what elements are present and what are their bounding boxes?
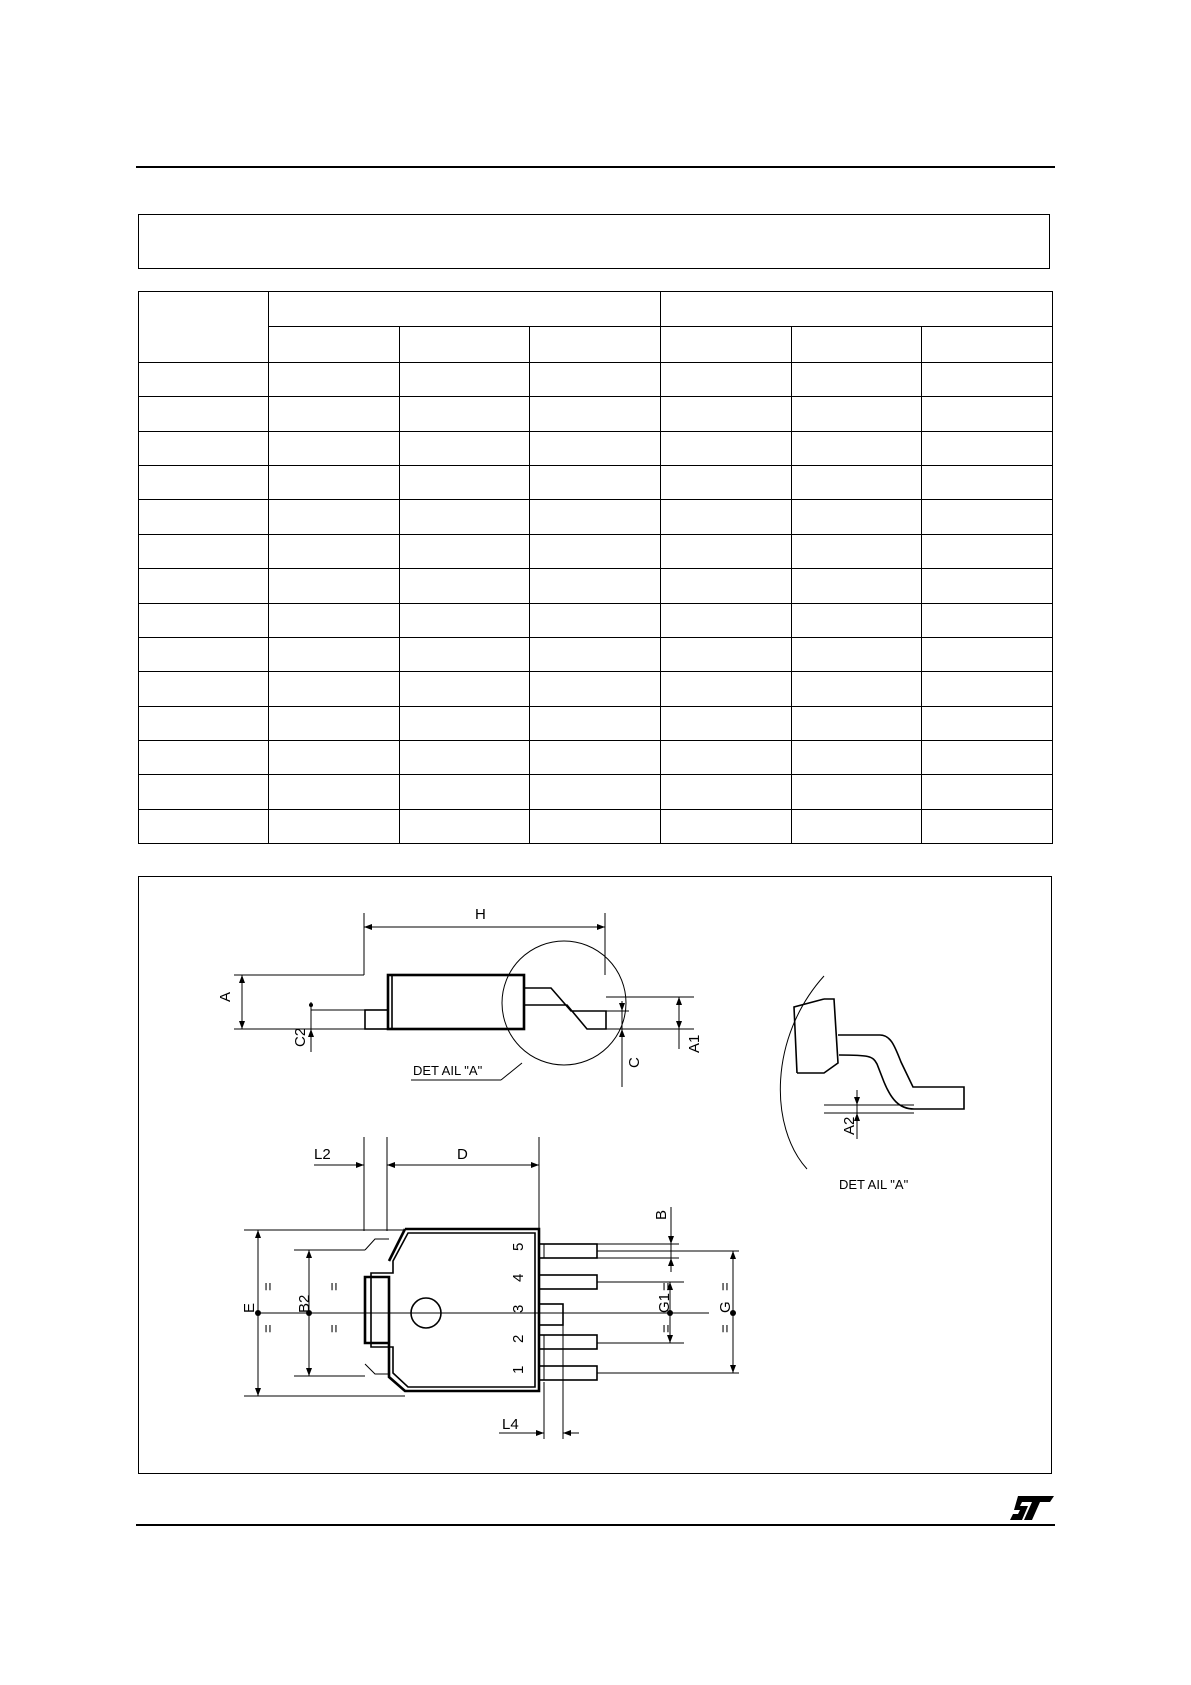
table-row-label-cell [139, 431, 269, 465]
table-value-cell [269, 741, 400, 775]
detail-a-view [780, 976, 964, 1192]
st-logo-icon [1010, 1494, 1054, 1522]
pin-number-3: 3 [510, 1304, 527, 1313]
table-value-cell [530, 809, 661, 843]
header-inch-cell [661, 292, 1053, 327]
dim-label-G1: G1 [656, 1292, 673, 1313]
table-value-cell [400, 809, 530, 843]
table-value-cell [792, 706, 922, 740]
table-value-cell [661, 706, 792, 740]
table-subheader-row [139, 327, 1053, 362]
eq-mark: = [717, 1282, 734, 1291]
eq-mark: = [260, 1324, 277, 1333]
table-value-cell [269, 500, 400, 534]
table-value-cell [530, 741, 661, 775]
dim-label-A1: A1 [686, 1034, 703, 1053]
table-value-cell [792, 637, 922, 671]
table-value-cell [792, 362, 922, 396]
table-value-cell [922, 500, 1053, 534]
package-outline-svg [139, 877, 1053, 1475]
subheader-cell [400, 327, 530, 362]
table-value-cell [922, 362, 1053, 396]
eq-mark: = [658, 1324, 675, 1333]
pin-number-2: 2 [510, 1334, 527, 1343]
table-value-cell [269, 637, 400, 671]
table-value-cell [530, 775, 661, 809]
dim-label-L2: L2 [314, 1146, 331, 1163]
footer-rule [136, 1524, 1055, 1526]
table-value-cell [661, 672, 792, 706]
table-row [139, 465, 1053, 499]
table-value-cell [400, 569, 530, 603]
table-value-cell [269, 809, 400, 843]
table-value-cell [661, 362, 792, 396]
table-value-cell [661, 637, 792, 671]
table-value-cell [792, 534, 922, 568]
eq-mark: = [326, 1324, 343, 1333]
table-value-cell [792, 569, 922, 603]
table-row [139, 534, 1053, 568]
dim-label-A: A [217, 991, 234, 1002]
table-row-label-cell [139, 809, 269, 843]
table-value-cell [269, 775, 400, 809]
dim-label-C2: C2 [292, 1027, 309, 1047]
table-value-cell [661, 741, 792, 775]
table-value-cell [792, 603, 922, 637]
detail-ref-label: DET AIL "A" [413, 1063, 483, 1078]
table-value-cell [400, 397, 530, 431]
pin-number-4: 4 [510, 1273, 527, 1282]
header-rule [136, 166, 1055, 168]
table-value-cell [400, 775, 530, 809]
table-value-cell [661, 465, 792, 499]
top-view [241, 1137, 739, 1439]
table-title-box [138, 214, 1050, 269]
table-value-cell [269, 672, 400, 706]
table-row-label-cell [139, 534, 269, 568]
table-value-cell [269, 569, 400, 603]
table-value-cell [661, 431, 792, 465]
table-value-cell [269, 706, 400, 740]
pin-number-5: 5 [510, 1242, 527, 1251]
table-value-cell [661, 534, 792, 568]
table-value-cell [922, 569, 1053, 603]
table-value-cell [922, 741, 1053, 775]
table-value-cell [792, 397, 922, 431]
table-value-cell [792, 809, 922, 843]
table-value-cell [400, 465, 530, 499]
table-value-cell [661, 500, 792, 534]
table-value-cell [269, 397, 400, 431]
table-row [139, 637, 1053, 671]
table-value-cell [792, 500, 922, 534]
eq-mark: = [658, 1282, 675, 1291]
table-row [139, 809, 1053, 843]
table-row [139, 672, 1053, 706]
table-body [139, 362, 1053, 843]
table-value-cell [400, 500, 530, 534]
table-row-label-cell [139, 397, 269, 431]
table-row-label-cell [139, 637, 269, 671]
table-row-label-cell [139, 500, 269, 534]
table-value-cell [530, 500, 661, 534]
table-value-cell [922, 397, 1053, 431]
table-row-label-cell [139, 603, 269, 637]
table-row [139, 362, 1053, 396]
table-value-cell [269, 534, 400, 568]
table-value-cell [922, 637, 1053, 671]
table-row-label-cell [139, 706, 269, 740]
table-value-cell [530, 465, 661, 499]
eq-mark: = [326, 1282, 343, 1291]
table-value-cell [922, 534, 1053, 568]
table-value-cell [269, 465, 400, 499]
dim-label-C: C [626, 1057, 643, 1068]
subheader-cell [792, 327, 922, 362]
table-value-cell [530, 569, 661, 603]
table-value-cell [530, 706, 661, 740]
table-value-cell [400, 637, 530, 671]
table-value-cell [922, 809, 1053, 843]
table-value-cell [661, 603, 792, 637]
dim-label-E: E [241, 1302, 258, 1313]
table-value-cell [269, 431, 400, 465]
dim-label-L4: L4 [502, 1416, 519, 1433]
table-value-cell [400, 741, 530, 775]
table-row [139, 775, 1053, 809]
table-row [139, 500, 1053, 534]
table-value-cell [400, 672, 530, 706]
table-value-cell [792, 672, 922, 706]
table-value-cell [792, 741, 922, 775]
table-value-cell [530, 397, 661, 431]
eq-mark: = [717, 1324, 734, 1333]
dim-label-B: B [653, 1209, 670, 1220]
table-value-cell [400, 534, 530, 568]
subheader-cell [269, 327, 400, 362]
table-row-label-cell [139, 569, 269, 603]
subheader-cell [922, 327, 1053, 362]
table-value-cell [530, 672, 661, 706]
dim-label-G: G [717, 1301, 734, 1313]
table-value-cell [922, 465, 1053, 499]
table-value-cell [269, 362, 400, 396]
table-value-cell [922, 775, 1053, 809]
table-row [139, 706, 1053, 740]
dim-label-A2: A2 [841, 1116, 858, 1135]
table-row [139, 397, 1053, 431]
table-value-cell [530, 362, 661, 396]
table-row [139, 431, 1053, 465]
table-row [139, 569, 1053, 603]
table-value-cell [661, 775, 792, 809]
table-row-label-cell [139, 775, 269, 809]
pin-number-1: 1 [510, 1365, 527, 1374]
header-dim-cell [139, 292, 269, 363]
package-drawing [138, 876, 1052, 1474]
dim-label-B2: B2 [296, 1294, 313, 1313]
table-value-cell [792, 431, 922, 465]
subheader-cell [530, 327, 661, 362]
eq-mark: = [260, 1282, 277, 1291]
table-row-label-cell [139, 672, 269, 706]
table-value-cell [922, 672, 1053, 706]
dimensions-table [138, 291, 1053, 844]
table-row [139, 741, 1053, 775]
table-value-cell [792, 465, 922, 499]
table-value-cell [922, 603, 1053, 637]
table-value-cell [661, 397, 792, 431]
table-value-cell [400, 362, 530, 396]
table-row-label-cell [139, 465, 269, 499]
table-value-cell [922, 431, 1053, 465]
table-value-cell [269, 603, 400, 637]
dim-label-D: D [457, 1146, 468, 1163]
side-view [217, 906, 703, 1087]
table-value-cell [530, 637, 661, 671]
table-value-cell [530, 431, 661, 465]
table-value-cell [400, 706, 530, 740]
table-value-cell [530, 534, 661, 568]
table-value-cell [661, 809, 792, 843]
dim-label-H: H [475, 906, 486, 923]
header-mm-cell [269, 292, 661, 327]
table-value-cell [400, 603, 530, 637]
table-value-cell [400, 431, 530, 465]
table-row [139, 603, 1053, 637]
table-value-cell [922, 706, 1053, 740]
table-value-cell [792, 775, 922, 809]
table-row-label-cell [139, 741, 269, 775]
table-header-row [139, 292, 1053, 327]
detail-caption: DET AIL "A" [839, 1177, 909, 1192]
subheader-cell [661, 327, 792, 362]
table-value-cell [661, 569, 792, 603]
table-value-cell [530, 603, 661, 637]
table-row-label-cell [139, 362, 269, 396]
